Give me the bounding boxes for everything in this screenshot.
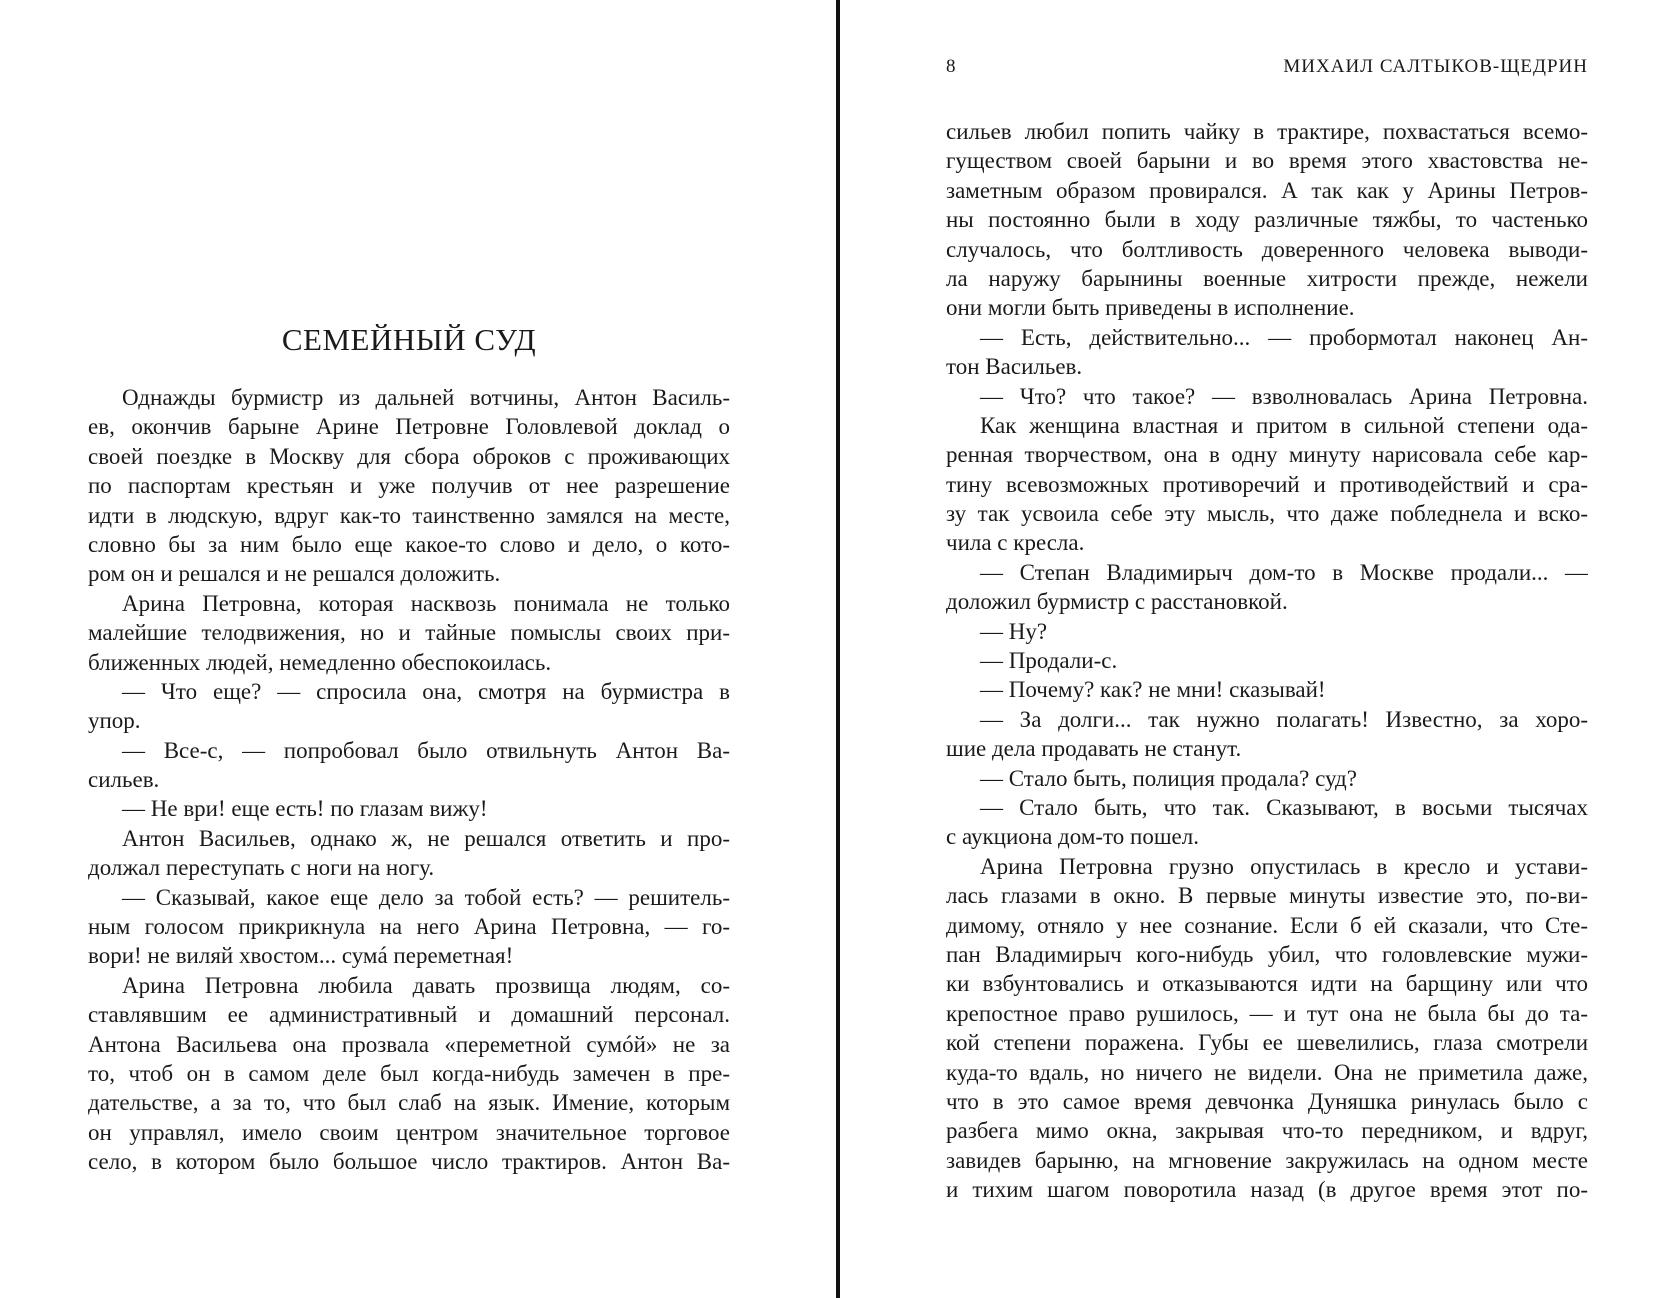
text-line: Арина Петровна любила давать прозвища людям, со- [122, 972, 730, 998]
text-line: шие дела продавать не станут. [946, 736, 1242, 762]
text-line: ставлявшим ее административный и домашний персонал. [88, 1002, 730, 1028]
text-line: своей поездке в Москву для сбора оброков с проживающих [88, 443, 730, 469]
text-line: — Стало быть, полиция продала? суд? [980, 765, 1357, 791]
text-line: сильев. [88, 767, 160, 793]
text-line: село, в котором было большое число трактиров. Антон Ва- [88, 1149, 730, 1175]
text-line: ев, окончив барыне Арине Петровне Головлевой доклад о [88, 414, 730, 440]
text-line: кой степени поражена. Губы ее шевелились, глаза смотрели [946, 1030, 1588, 1056]
page-number: 8 [946, 56, 957, 77]
book-spine [836, 0, 840, 1298]
left-page [88, 0, 730, 1298]
text-line: димому, отняло у нее сознание. Если б ей сказали, что Сте- [946, 912, 1588, 938]
text-line: — Что еще? — спросила она, смотря на бурмистра в [122, 678, 730, 704]
text-line: Арина Петровна грузно опустилась в кресло и устави- [980, 853, 1588, 879]
text-line: ближенных людей, немедленно обеспокоилась. [88, 649, 552, 675]
text-line: разбега мимо окна, закрывая что-то передником, и вдруг, [946, 1118, 1588, 1144]
text-line: лась глазами в окно. В первые минуты известие это, по-ви- [946, 883, 1588, 909]
text-line: случалось, что болтливость доверенного человека выводи- [946, 236, 1588, 262]
text-line: — Сказывай, какое еще дело за тобой есть? — решитель- [122, 884, 730, 910]
text-line: зу так усвоила себе эту мысль, что даже побледнела и вско- [946, 501, 1588, 527]
text-line: что в это самое время девчонка Дуняшка ринулась было с [946, 1088, 1588, 1114]
text-line: ным голосом прикрикнула на него Арина Петровна, — го- [88, 914, 730, 940]
text-line: упор. [88, 708, 141, 734]
text-line: он управлял, имело своим центром значительное торговое [88, 1119, 730, 1145]
text-line: малейшие телодвижения, но и тайные помыслы своих при- [88, 620, 730, 646]
left-page-text [88, 383, 730, 1177]
text-line: вори! не виляй хвостом... сумá переметная! [88, 943, 514, 969]
text-line: — Что? что такое? — взволновалась Арина Петровна. [980, 383, 1588, 409]
text-line: — Не ври! еще есть! по глазам вижу! [122, 796, 488, 822]
text-line: ны постоянно были в ходу различные тяжбы, то частенько [946, 207, 1588, 233]
text-line: Как женщина властная и притом в сильной степени ода- [980, 412, 1588, 438]
text-line: ки взбунтовались и отказываются идти на барщину или что [946, 971, 1588, 997]
text-line: сильев любил попить чайку в трактире, похвастаться всемо- [946, 119, 1588, 144]
text-line: и тихим шагом поворотила назад (в другое время этот по- [946, 1177, 1588, 1203]
text-line: Арина Петровна, которая насквозь понимала не только [122, 590, 730, 616]
text-line: ренная творчеством, она в одну минуту нарисовала себе кар- [946, 442, 1588, 468]
text-line: Однажды бурмистр из дальней вотчины, Антон Василь- [122, 385, 730, 410]
text-line: завидев барыню, на мгновение закружилась на одном месте [946, 1147, 1588, 1173]
text-line: — Ну? [980, 618, 1048, 644]
text-line: Антона Васильева она прозвала «переметной сумóй» не за [88, 1031, 730, 1057]
text-line: ла наружу барынины военные хитрости прежде, нежели [946, 265, 1588, 291]
text-line: тину всевозможных противоречий и противодействий и сра- [946, 471, 1588, 497]
text-line: — За долги... так нужно полагать! Известно, за хоро- [980, 706, 1588, 732]
text-line: Антон Васильев, однако ж, не решался ответить и про- [122, 825, 730, 851]
text-line: ром он и решался и не решался доложить. [88, 561, 501, 587]
text-line: крепостное право рушилось, — и тут она не была бы до та- [946, 1000, 1588, 1026]
text-line: они могли быть приведены в исполнение. [946, 295, 1355, 321]
text-line: словно бы за ним было еще какое-то слово и дело, о кото- [88, 531, 730, 557]
right-page-text [946, 117, 1588, 1204]
text-line: тон Васильев. [946, 354, 1083, 380]
text-line: — Все-с, — попробовал было отвильнуть Антон Ва- [122, 737, 730, 763]
text-line: куда-то вдаль, но ничего не видели. Она не приметила даже, [946, 1059, 1588, 1085]
right-page [946, 0, 1588, 1298]
text-line: должал переступать с ноги на ногу. [88, 855, 435, 881]
text-line: — Есть, действительно... — пробормотал наконец Ан- [980, 324, 1588, 350]
text-line: — Степан Владимирыч дом-то в Москве продали... — [980, 559, 1588, 585]
text-line: по паспортам крестьян и уже получив от нее разрешение [88, 473, 730, 499]
text-line: — Стало быть, что так. Сказывают, в восьми тысячах [980, 794, 1588, 820]
text-line: — Почему? как? не мни! сказывай! [980, 677, 1326, 703]
text-line: заметным образом провирался. А так как у Арины Петров- [946, 177, 1588, 203]
text-line: с аукциона дом-то пошел. [946, 824, 1199, 850]
text-line: идти в людскую, вдруг как-то таинственно замялся на месте, [88, 502, 730, 528]
text-line: — Продали-с. [980, 648, 1118, 674]
text-line: дательстве, а за то, что был слаб на язык. Имение, которым [88, 1090, 730, 1116]
text-line: чила с кресла. [946, 530, 1085, 556]
text-line: доложил бурмистр с расстановкой. [946, 589, 1288, 615]
text-line: пан Владимирыч кого-нибудь убил, что головлевские мужи- [946, 941, 1588, 967]
author-name: МИХАИЛ САЛТЫКОВ-ЩЕДРИН [1283, 56, 1588, 77]
chapter-title: СЕМЕЙНЫЙ СУД [281, 322, 537, 357]
text-line: то, чтоб он в самом деле был когда-нибудь замечен в пре- [88, 1060, 730, 1086]
text-line: гуществом своей барыни и во время этого хвастовства не- [946, 148, 1588, 174]
